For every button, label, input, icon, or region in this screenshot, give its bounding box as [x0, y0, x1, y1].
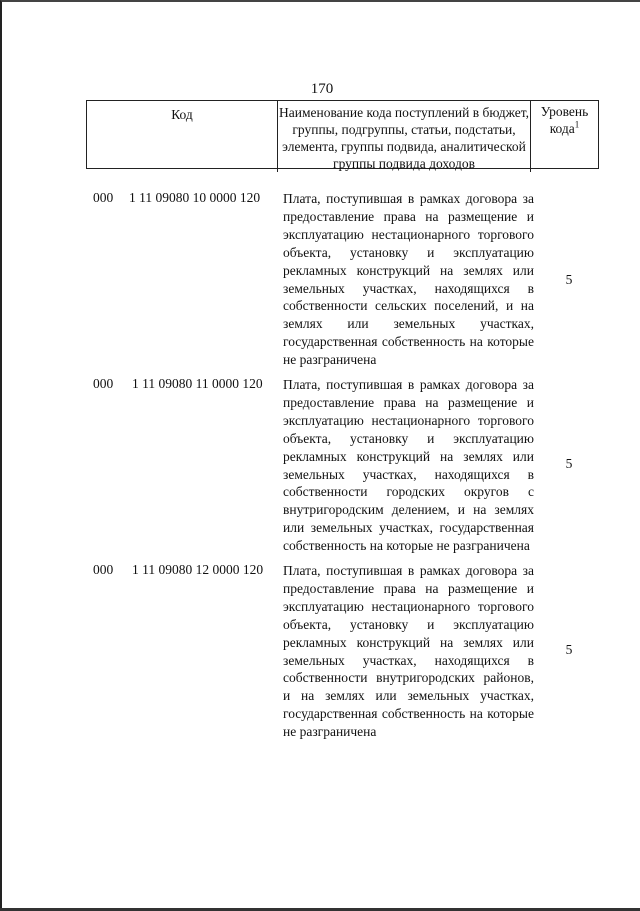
table-header — [86, 100, 599, 169]
code-level: 5 — [565, 642, 573, 657]
header-level-cell — [531, 101, 598, 172]
header-level-label: Уровень кода — [540, 104, 589, 136]
header-name-cell — [278, 101, 531, 172]
admin-code: 000 — [93, 190, 114, 205]
code-level: 5 — [565, 456, 573, 471]
revenue-code: 1 11 09080 11 0000 120 — [132, 376, 263, 391]
revenue-code: 1 11 09080 10 0000 120 — [129, 190, 261, 205]
revenue-name: Плата, поступившая в рамках договора за предоставление права на размещение и эксплуатацию нестационарного торгового объекта, установку и эксплуатацию рекламных конструкций на землях или земельных участках, находящихся в собственности внутригородских районов, и на землях или земельных участках, государственная собственность на которые не разграничена — [283, 563, 534, 740]
revenue-name: Плата, поступившая в рамках договора за предоставление права на размещение и эксплуатацию нестационарного торгового объекта, установку и эксплуатацию рекламных конструкций на землях или земельных участках, находящихся в собственности сельских поселений, и на землях или земельных участках, государственная собственность на которые не разграничена — [283, 191, 534, 368]
header-name-label: Наименование кода поступлений в бюджет, группы, подгруппы, статьи, подстатьи, элемента, группы подвида, аналитической группы подвида доходов — [278, 105, 529, 171]
header-code-cell — [87, 101, 278, 172]
header-code-label: Код — [171, 107, 193, 122]
revenue-name: Плата, поступившая в рамках договора за предоставление права на размещение и эксплуатацию нестационарного торгового объекта, установку и эксплуатацию рекламных конструкций на землях или земельных участках, находящихся в собственности городских округов с внутригородским делением, и на землях или земельных участках, государственная собственность на которые не разграничена — [283, 377, 534, 554]
admin-code: 000 — [93, 376, 114, 391]
code-level: 5 — [565, 272, 573, 287]
revenue-code: 1 11 09080 12 0000 120 — [132, 562, 264, 577]
page-number: 170 — [310, 81, 334, 97]
footnote-marker: 1 — [574, 119, 580, 130]
admin-code: 000 — [93, 562, 114, 577]
